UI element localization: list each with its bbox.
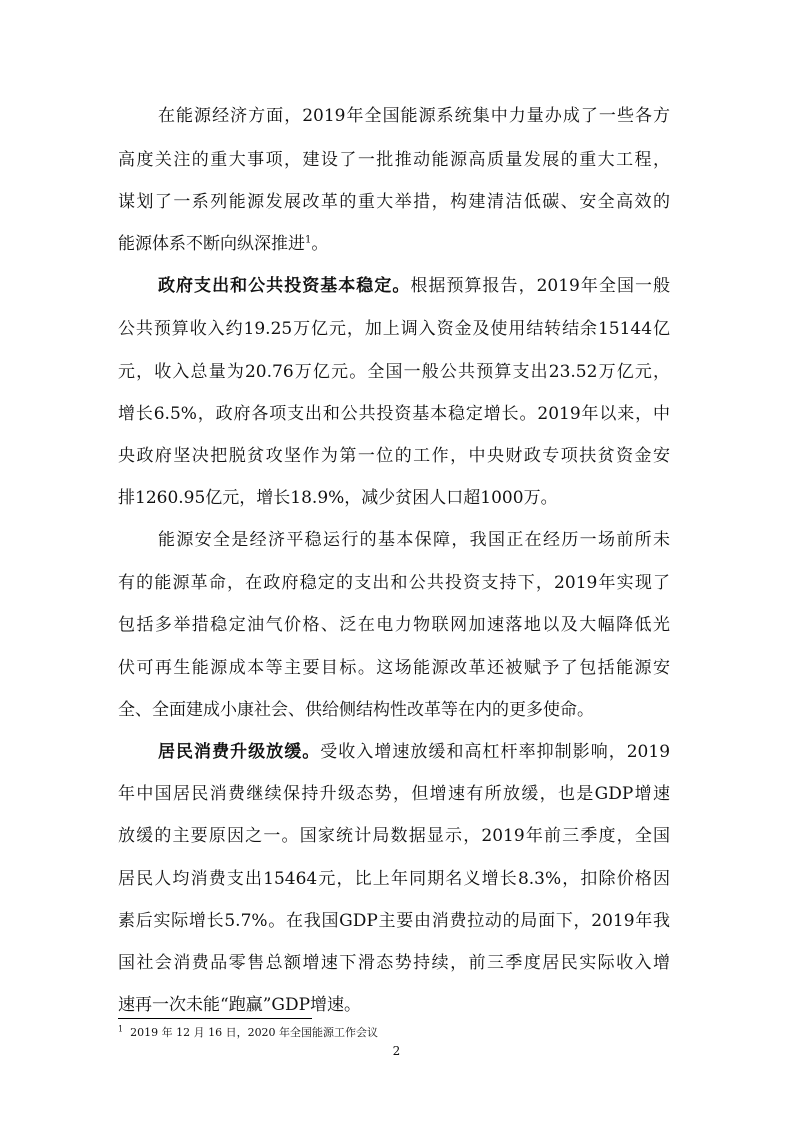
paragraph-4-line-5: 素后实际增长5.7%。在我国GDP主要由消费拉动的局面下，2019年我: [118, 911, 670, 931]
paragraph-4-line-2: 年中国居民消费继续保持升级态势，但增速有所放缓，也是GDP增速: [118, 784, 670, 804]
paragraph-2-line-6: 排1260.95亿元，增长18.9%，减少贫困人口超1000万。: [118, 488, 558, 508]
paragraph-2-line-2: 公共预算收入约19.25万亿元，加上调入资金及使用结转结余15144亿: [118, 319, 670, 339]
paragraph-3-line-2: 有的能源革命，在政府稳定的支出和公共投资支持下，2019年实现了: [118, 573, 670, 593]
paragraph-3-line-3: 包括多举措稳定油气价格、泛在电力物联网加速落地以及大幅降低光: [118, 615, 670, 635]
paragraph-1-line-1: 在能源经济方面，2019年全国能源系统集中力量办成了一些各方: [158, 106, 670, 126]
paragraph-1-line-3: 谋划了一系列能源发展改革的重大举措，构建清洁低碳、安全高效的: [118, 192, 670, 212]
paragraph-4-line-1: 居民消费升级放缓。受收入增速放缓和高杠杆率抑制影响，2019: [158, 742, 671, 762]
paragraph-4-line-3: 放缓的主要原因之一。国家统计局数据显示，2019年前三季度，全国: [118, 826, 670, 846]
footnote-marker: 1: [118, 1024, 124, 1034]
paragraph-4-line-4: 居民人均消费支出15464元，比上年同期名义增长8.3%，扣除价格因: [118, 869, 670, 889]
paragraph-4-line-7: 速再一次未能“跑赢”GDP增速。: [118, 995, 362, 1015]
footnote: [118, 1026, 378, 1040]
paragraph-1-line-4: 能源体系不断向纵深推进$^1$。: [118, 234, 329, 254]
footnote-separator: [118, 1018, 312, 1019]
paragraph-2-line-1: 政府支出和公共投资基本稳定。根据预算报告，2019年全国一般: [158, 276, 671, 296]
section-heading-consumption: 居民消费升级放缓。: [158, 742, 321, 762]
paragraph-2-line-4: 增长6.5%，政府各项支出和公共投资基本稳定增长。2019年以来，中: [118, 404, 670, 424]
paragraph-1-line-2: 高度关注的重大事项，建设了一批推动能源高质量发展的重大工程，: [118, 150, 670, 170]
paragraph-2-line-5: 央政府坚决把脱贫攻坚作为第一位的工作，中央财政专项扶贫资金安: [118, 446, 670, 466]
paragraph-3-line-1: 能源安全是经济平稳运行的基本保障，我国正在经历一场前所未: [158, 530, 670, 550]
paragraph-3-line-4: 伏可再生能源成本等主要目标。这场能源改革还被赋予了包括能源安: [118, 658, 670, 678]
section-heading-government-spending: 政府支出和公共投资基本稳定。: [158, 276, 411, 296]
paragraph-3-line-5: 全、全面建成小康社会、供给侧结构性改革等在内的更多使命。: [118, 700, 594, 720]
footnote-text: 2019 年 12 月 16 日，2020 年全国能源工作会议: [130, 1026, 379, 1039]
footnote-reference[interactable]: 1: [305, 234, 312, 246]
page-number: 2: [392, 1044, 401, 1058]
paragraph-2-line-3: 元，收入总量为20.76万亿元。全国一般公共预算支出23.52万亿元，: [118, 362, 670, 382]
paragraph-4-line-6: 国社会消费品零售总额增速下滑态势持续，前三季度居民实际收入增: [118, 953, 670, 973]
